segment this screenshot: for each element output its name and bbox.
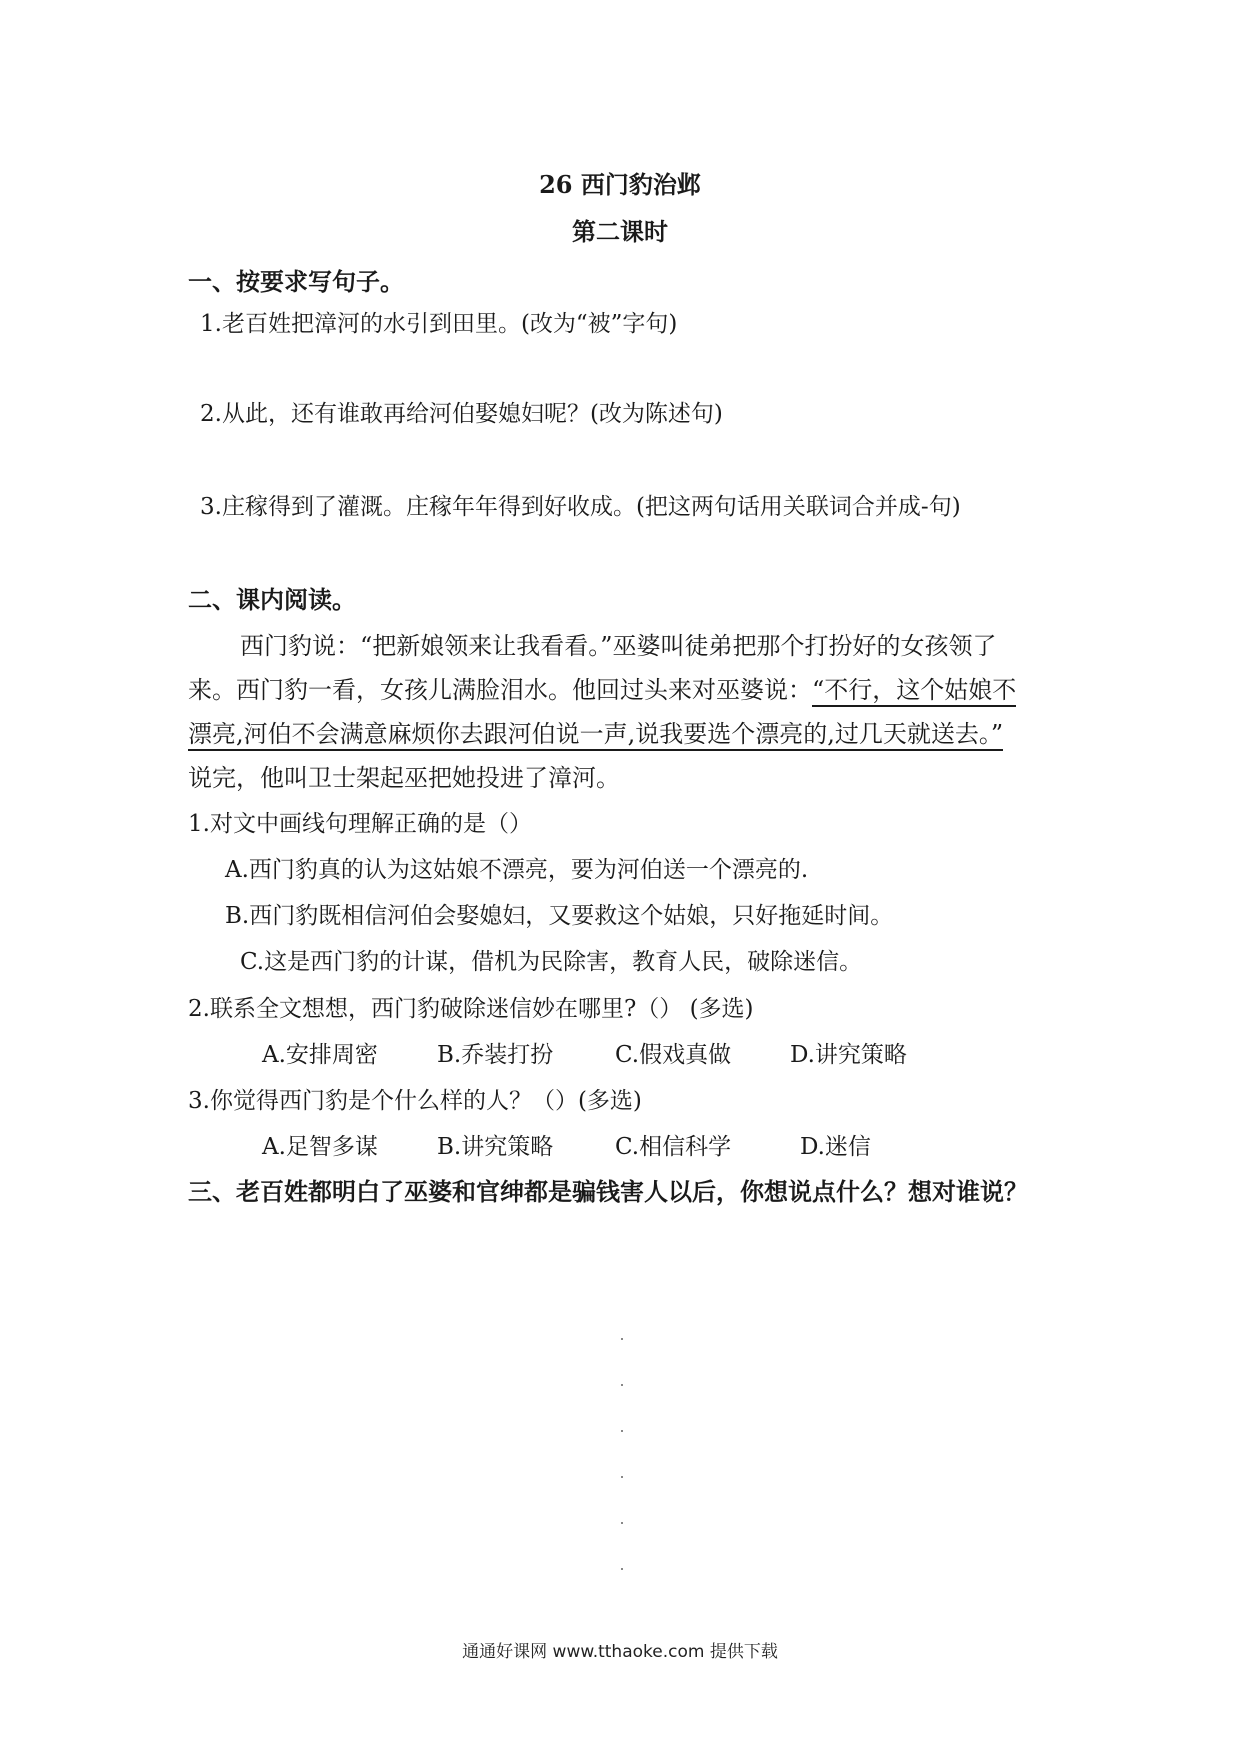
page-title: 26 西门豹治邺 — [539, 170, 701, 199]
underlined-sentence-start: “不行，这个姑娘不 — [812, 676, 1016, 707]
section-1-item-1: 1.老百姓把漳河的水引到田里。(改为“被”字句) — [200, 311, 678, 337]
passage-line-2-plain: 来。西门豹一看，女孩儿满脸泪水。他回过头来对巫婆说： — [188, 676, 812, 704]
question-2-option-d: D.讲究策略 — [790, 1042, 907, 1068]
question-1-option-c: C.这是西门豹的计谋，借机为民除害，教育人民，破除迷信。 — [240, 949, 863, 975]
question-3-option-c: C.相信科学 — [615, 1134, 732, 1160]
question-1-option-a: A.西门豹真的认为这姑娘不漂亮，要为河伯送一个漂亮的. — [225, 857, 809, 883]
question-1-option-b: B.西门豹既相信河伯会娶媳妇，又要救这个姑娘，只好拖延时间。 — [225, 903, 894, 929]
section-1-heading: 一、按要求写句子。 — [188, 267, 404, 296]
section-3-heading: 三、老百姓都明白了巫婆和官绅都是骗钱害人以后，你想说点什么？想对谁说？ — [188, 1177, 1028, 1206]
question-1-stem: 1.对文中画线句理解正确的是（） — [188, 811, 532, 837]
passage-line-1: 西门豹说：“把新娘领来让我看看。”巫婆叫徒弟把那个打扮好的女孩领了 — [240, 632, 997, 660]
page-footer: 通通好课网 www.tthaoke.com 提供下载 — [462, 1642, 778, 1662]
passage-line-2 — [188, 670, 1016, 705]
page-subtitle: 第二课时 — [572, 217, 668, 246]
question-2-option-c: C.假戏真做 — [615, 1042, 732, 1068]
passage-line-4: 说完，他叫卫士架起巫把她投进了漳河。 — [188, 764, 620, 792]
section-1-item-2: 2.从此，还有谁敢再给河伯娶媳妇呢？(改为陈述句) — [200, 401, 723, 427]
question-3-option-d: D.迷信 — [800, 1134, 871, 1160]
scan-dot — [621, 1522, 623, 1524]
question-2-option-b: B.乔装打扮 — [437, 1042, 554, 1068]
question-3-stem: 3.你觉得西门豹是个什么样的人？（）(多选) — [188, 1088, 642, 1114]
underlined-sentence-end: 漂亮,河伯不会满意麻烦你去跟河伯说一声,说我要选个漂亮的,过几天就送去。” — [188, 720, 1003, 751]
question-2-stem: 2.联系全文想想，西门豹破除迷信妙在哪里?（） (多选) — [188, 996, 754, 1022]
scan-dot — [621, 1384, 623, 1386]
question-2-option-a: A.安排周密 — [262, 1042, 378, 1068]
question-3-option-a: A.足智多谋 — [262, 1134, 378, 1160]
passage-line-3 — [188, 714, 1003, 749]
scan-dot — [621, 1338, 623, 1340]
scan-dot — [621, 1476, 623, 1478]
scan-dot — [621, 1568, 623, 1570]
section-2-heading: 二、课内阅读。 — [188, 585, 356, 614]
scan-dot — [621, 1430, 623, 1432]
section-1-item-3: 3.庄稼得到了灌溉。庄稼年年得到好收成。(把这两句话用关联词合并成-句) — [200, 494, 961, 520]
question-3-option-b: B.讲究策略 — [437, 1134, 554, 1160]
